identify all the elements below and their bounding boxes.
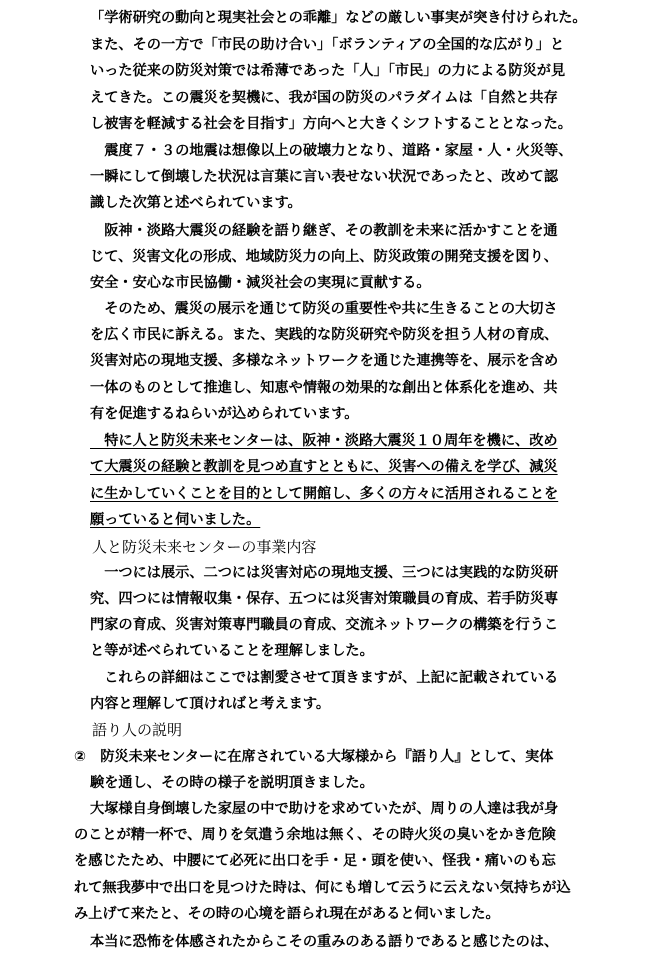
- text-line: そのため、震災の展示を通じて防災の重要性や共に生きることの大切さ: [90, 301, 558, 317]
- text-line: 一体のものとして推進し、知恵や情報の効果的な創出と体系化を進め、共: [90, 380, 558, 396]
- text-line: 大塚様自身倒壊した家屋の中で助けを求めていたが、周りの人達は我が身: [90, 801, 559, 817]
- text-line: を感じたため、中腰にて必死に出口を手・足・頭を使い、怪我・痛いのも忘: [74, 853, 556, 869]
- text-line: 識した次第と述べられています。: [90, 195, 302, 211]
- text-line: 災害対応の現地支援、多様なネットワークを通じた連携等を、展示を含め: [90, 353, 559, 369]
- text-line: 一瞬にして倒壊した状況は言葉に言い表せない状況であったと、改めて認: [90, 169, 559, 185]
- text-line: 一つには展示、二つには災害対応の現地支援、三つには実践的な防災研: [90, 565, 559, 581]
- text-line: 究、四つには情報収集・保存、五つには災害対策職員の育成、若手防災専: [90, 591, 559, 607]
- text-line: れて無我夢中で出口を見つけた時は、何にも増して云うに云えない気持ちが込: [74, 880, 571, 896]
- text-line: 震度７・３の地震は想像以上の破壊力となり、道路・家屋・人・火災等、: [90, 143, 573, 159]
- text-line: じて、災害文化の形成、地域防災力の向上、防災政策の開発支援を図り、: [90, 249, 558, 265]
- text-line: 安全・安心な市民協働・減災社会の実現に貢献する。: [90, 275, 431, 291]
- text-line: 内容と理解して頂ければと考えます。: [90, 696, 331, 712]
- text-line: 験を通し、その時の様子を説明頂きました。: [90, 775, 374, 791]
- text-line: また、その一方で「市民の助け合い」「ボランティアの全国的な広がり」と: [90, 37, 565, 53]
- text-line: し被害を軽減する社会を目指す」方向へと大きくシフトすることとなった。: [90, 116, 572, 132]
- section-heading: 人と防災未来センターの事業内容: [92, 538, 317, 556]
- text-line: これらの詳細はここでは割愛させて頂きますが、上記に記載されている: [90, 670, 559, 686]
- text-line: のことが精一杯で、周りを気遣う余地は無く、その時火災の臭いをかき危険: [74, 827, 556, 843]
- text-line: 阪神・淡路大震災の経験を語り継ぎ、その教訓を未来に活かすことを通: [90, 223, 558, 239]
- text-line: を広く市民に訴える。また、実践的な防災研究や防災を担う人材の育成、: [90, 327, 559, 343]
- text-line: 「学術研究の動向と現実社会との乖離」などの厳しい事実が突き付けられた。: [90, 10, 587, 26]
- section-heading: 語り人の説明: [92, 721, 183, 739]
- text-line: 有を促進するねらいが込められています。: [90, 406, 359, 422]
- underlined-text-line: 願っていると伺いました。: [90, 512, 261, 528]
- numbered-item: ② 防災未来センターに在席されている大塚様から『語り人』として、実体: [74, 749, 554, 765]
- text-line: み上げて来たと、その時の心境を語られ現在があると伺いました。: [74, 906, 500, 922]
- underlined-text-line: て大震災の経験と教訓を見つめ直すとともに、災害への備えを学び、減災: [90, 459, 558, 475]
- text-line: 門家の育成、災害対策専門職員の育成、交流ネットワークの構築を行うこ: [90, 617, 559, 633]
- text-line: えてきた。この震災を契機に、我が国の防災のパラダイムは「自然と共存: [90, 90, 558, 106]
- text-line: と等が述べられていることを理解しました。: [90, 643, 374, 659]
- underlined-text-line: に生かしていくことを目的として開館し、多くの方々に活用されることを: [90, 486, 559, 502]
- underlined-text-line: 特に人と防災未来センターは、阪神・淡路大震災１０周年を機に、改め: [90, 433, 558, 449]
- text-line: 本当に恐怖を体感されたからこその重みのある語りであると感じたのは、: [90, 934, 559, 950]
- text-line: いった従来の防災対策では希薄であった「人」「市民」の力による防災が見: [90, 63, 566, 79]
